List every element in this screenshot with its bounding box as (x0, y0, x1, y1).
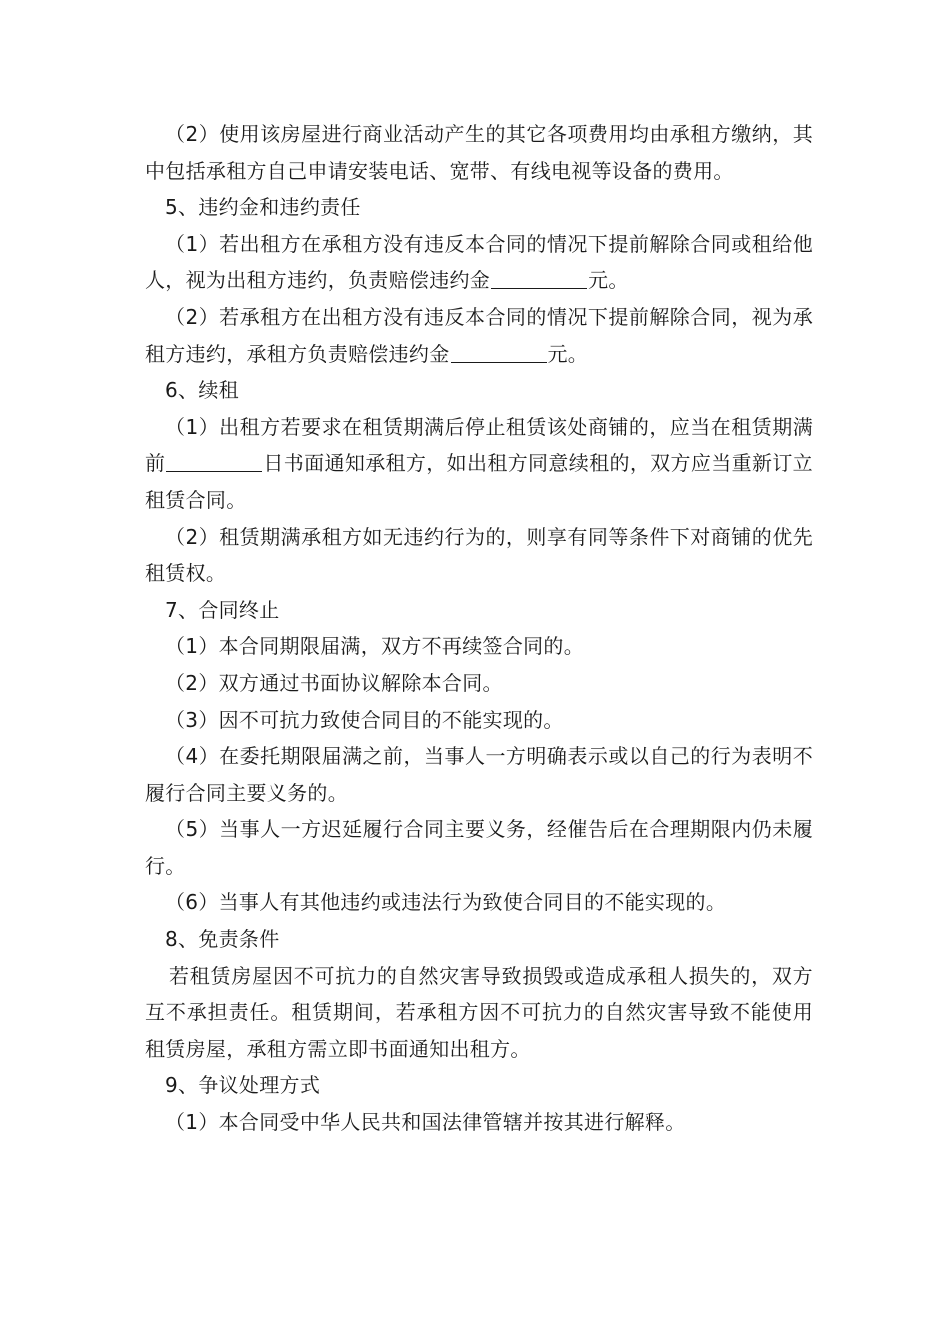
contract-text (145, 116, 813, 1141)
clause-5-item-2-text: （2）若承租方在出租方没有违反本合同的情况下提前解除合同，视为承租方违约，承租方负责赔偿违约金 (145, 304, 813, 366)
clause-6-item-1-text: （1）出租方若要求在租赁期满后停止租赁该处商铺的，应当在租赁期满前 (145, 414, 813, 476)
clause-8-body: 若租赁房屋因不可抗力的自然灾害导致损毁或造成承租人损失的，双方互不承担责任。租赁期间，若承租方因不可抗力的自然灾害导致不能使用租赁房屋，承租方需立即书面通知出租方。 (145, 963, 813, 1061)
clause-4-item-2: （2）使用该房屋进行商业活动产生的其它各项费用均由承租方缴纳，其中包括承租方自己申请安装电话、宽带、有线电视等设备的费用。 (145, 122, 813, 183)
clause-7-item-6: （6）当事人有其他违约或违法行为致使合同目的不能实现的。 (165, 890, 727, 915)
clause-5-item-2-unit: 元。 (547, 341, 589, 366)
clause-6-item-2: （2）租赁期满承租方如无违约行为的，则享有同等条件下对商铺的优先租赁权。 (145, 524, 813, 586)
clause-7-item-5: （5）当事人一方迟延履行合同主要义务，经催告后在合理期限内仍未履行。 (145, 817, 813, 878)
section-6-heading: 6、续租 (165, 378, 239, 403)
section-7-heading: 7、合同终止 (165, 597, 280, 622)
clause-7-item-3: （3）因不可抗力致使合同目的不能实现的。 (165, 707, 564, 732)
clause-5-item-2 (145, 299, 813, 372)
clause-5-item-1-text: （1）若出租方在承租方没有违反本合同的情况下提前解除合同或租给他人，视为出租方违约，负责赔偿违约金 (145, 231, 813, 293)
clause-6-item-1 (145, 409, 813, 519)
section-9-heading: 9、争议处理方式 (165, 1073, 321, 1098)
clause-7-item-2: （2）双方通过书面协议解除本合同。 (165, 670, 503, 695)
clause-5-item-1-unit: 元。 (588, 268, 629, 293)
clause-6-item-1-rest: 日书面通知承租方，如出租方同意续租的，双方应当重新订立租赁合同。 (145, 451, 813, 512)
penalty-amount-blank (451, 342, 547, 363)
section-8-heading: 8、免责条件 (165, 927, 280, 952)
section-5-heading: 5、违约金和违约责任 (165, 195, 361, 220)
clause-9-item-1: （1）本合同受中华人民共和国法律管辖并按其进行解释。 (165, 1110, 686, 1135)
clause-5-item-1 (145, 226, 813, 299)
clause-7-item-1: （1）本合同期限届满，双方不再续签合同的。 (165, 634, 585, 659)
notice-days-blank (166, 451, 262, 472)
clause-7-item-4: （4）在委托期限届满之前，当事人一方明确表示或以自己的行为表明不履行合同主要义务的。 (145, 744, 813, 805)
penalty-amount-blank (491, 268, 587, 289)
